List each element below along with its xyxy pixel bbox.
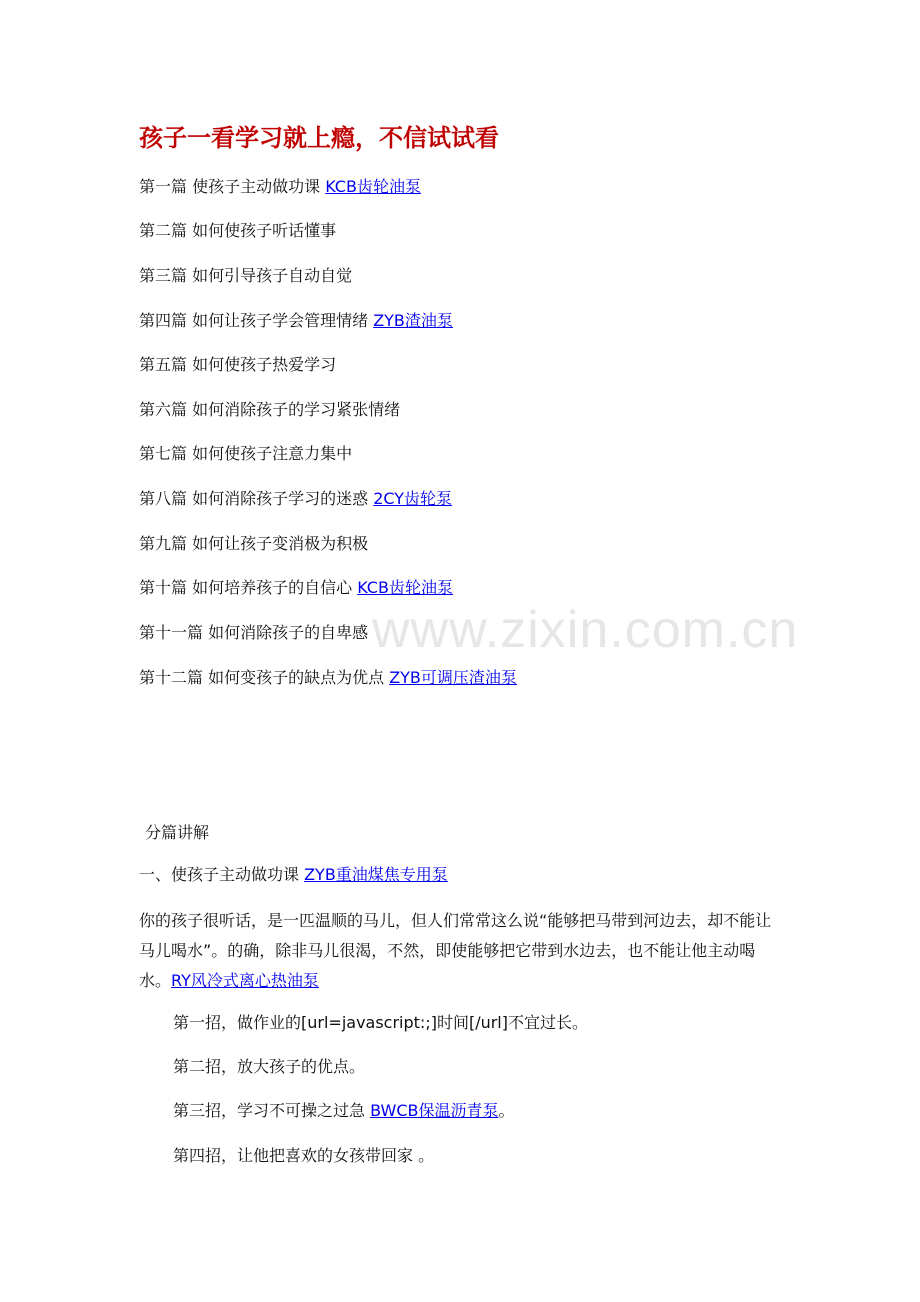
chapter-one-heading [139,865,448,885]
tip-text: 第二招，放大孩子的优点。 [173,1057,366,1076]
toc-item-5 [139,355,336,375]
toc-item-text: 第九篇 如何让孩子变消极为积极 [139,534,369,553]
toc-item-4 [139,311,453,331]
toc-item-text: 第六篇 如何消除孩子的学习紧张情绪 [139,400,401,419]
toc-item-text: 第二篇 如何使孩子听话懂事 [139,221,337,240]
body-paragraph [139,906,779,996]
toc-item-text: 第十篇 如何培养孩子的自信心 [139,578,358,597]
toc-item-2 [139,221,336,241]
toc-item-3 [139,266,352,286]
toc-item-text: 第七篇 如何使孩子注意力集中 [139,444,353,463]
section-heading: 分篇讲解 [145,823,210,842]
chapter-heading-link[interactable]: ZYB重油煤焦专用泵 [304,865,448,884]
toc-item-10 [139,578,453,598]
toc-item-8 [139,489,452,509]
toc-item-link[interactable]: 2CY齿轮泵 [373,489,453,508]
toc-item-12 [139,668,517,688]
paragraph-link[interactable]: RY风冷式离心热油泵 [171,971,319,990]
toc-item-1 [139,177,421,197]
tip-link[interactable]: BWCB保温沥青泵 [370,1101,499,1120]
tip-trailing-text: 。 [498,1101,515,1120]
toc-item-link[interactable]: KCB齿轮油泵 [357,578,453,597]
toc-item-9 [139,534,368,554]
toc-item-link[interactable]: ZYB可调压渣油泵 [389,668,517,687]
paragraph-text: 你的孩子很听话，是一匹温顺的马儿，但人们常常这么说“能够把马带到河边去，却不能让马儿喝水”。的确，除非马儿很渴，不然，即使能够把它带到水边去，也不能让他主动喝水。 [139,911,772,990]
page-title: 孩子一看学习就上瘾，不信试试看 [139,124,499,152]
toc-item-text: 第一篇 使孩子主动做功课 [139,177,326,196]
tip-2 [173,1057,365,1077]
tip-text: 第四招，让他把喜欢的女孩带回家 。 [173,1146,435,1165]
tip-text: 第一招，做作业的[url=javascript:;]时间[/url]不宜过长。 [173,1013,588,1032]
watermark: www.zixin.com.cn [372,601,799,659]
tip-text: 第三招，学习不可操之过急 [173,1101,371,1120]
toc-item-link[interactable]: KCB齿轮油泵 [325,177,421,196]
tip-3 [173,1101,515,1121]
toc-item-7 [139,444,352,464]
tip-4 [173,1146,434,1166]
toc-item-text: 第八篇 如何消除孩子学习的迷惑 [139,489,374,508]
toc-item-link[interactable]: ZYB渣油泵 [373,311,453,330]
tip-1 [173,1013,588,1033]
chapter-heading-text: 一、使孩子主动做功课 [139,865,305,884]
toc-item-text: 第十二篇 如何变孩子的缺点为优点 [139,668,390,687]
toc-item-11 [139,623,368,643]
toc-item-text: 第五篇 如何使孩子热爱学习 [139,355,337,374]
toc-item-text: 第三篇 如何引导孩子自动自觉 [139,266,353,285]
toc-item-6 [139,400,400,420]
toc-item-text: 第四篇 如何让孩子学会管理情绪 [139,311,374,330]
toc-item-text: 第十一篇 如何消除孩子的自卑感 [139,623,369,642]
